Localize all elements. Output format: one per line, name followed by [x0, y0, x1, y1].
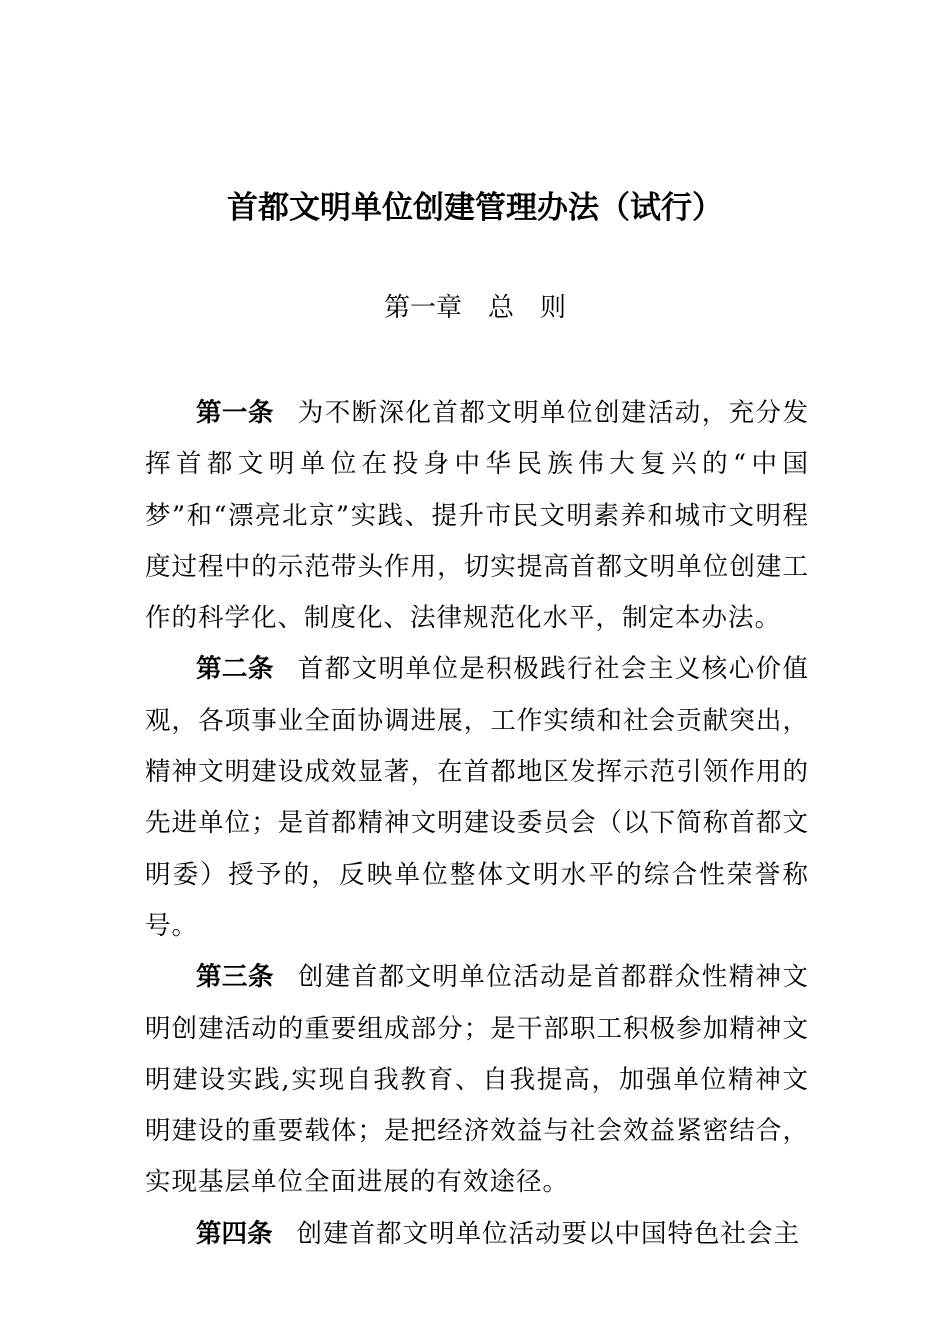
article-1-text: 为不断深化首都文明单位创建活动，充分发挥首都文明单位在投身中华民族伟大复兴的“中国梦”和“漂亮北京”实践、提升市民文明素养和城市文明程度过程中的示范带头作用，切实提高首都文明单位创建工作的科学化、制度化、法律规范化水平，制定本办法。	[145, 398, 809, 634]
chapter-heading: 第一章 总 则	[383, 293, 566, 323]
article-3-label: 第三条	[196, 962, 274, 993]
article-2-label: 第二条	[196, 654, 274, 685]
article-2-text: 首都文明单位是积极践行社会主义核心价值观，各项事业全面协调进展，工作实绩和社会贡献突出，精神文明建设成效显著，在首都地区发挥示范引领作用的先进单位；是首都精神文明建设委员会（以下简称首都文明委）授予的，反映单位整体文明水平的综合性荣誉称号。	[145, 654, 809, 941]
article-2	[145, 644, 809, 952]
article-3-text: 创建首都文明单位活动是首都群众性精神文明创建活动的重要组成部分；是干部职工积极参加精神文明建设实践,实现自我教育、自我提高，加强单位精神文明建设的重要载体；是把经济效益与社会效益紧密结合，实现基层单位全面进展的有效途径。	[145, 962, 809, 1198]
document-body	[145, 388, 809, 1260]
document-title: 首都文明单位创建管理办法（试行）	[227, 190, 723, 226]
article-4-label: 第四条	[196, 1218, 273, 1249]
article-1-label: 第一条	[196, 398, 274, 428]
article-1	[145, 388, 809, 644]
article-3	[145, 952, 809, 1208]
article-4-text: 创建首都文明单位活动要以中国特色社会主	[296, 1218, 801, 1249]
article-4	[145, 1209, 809, 1260]
